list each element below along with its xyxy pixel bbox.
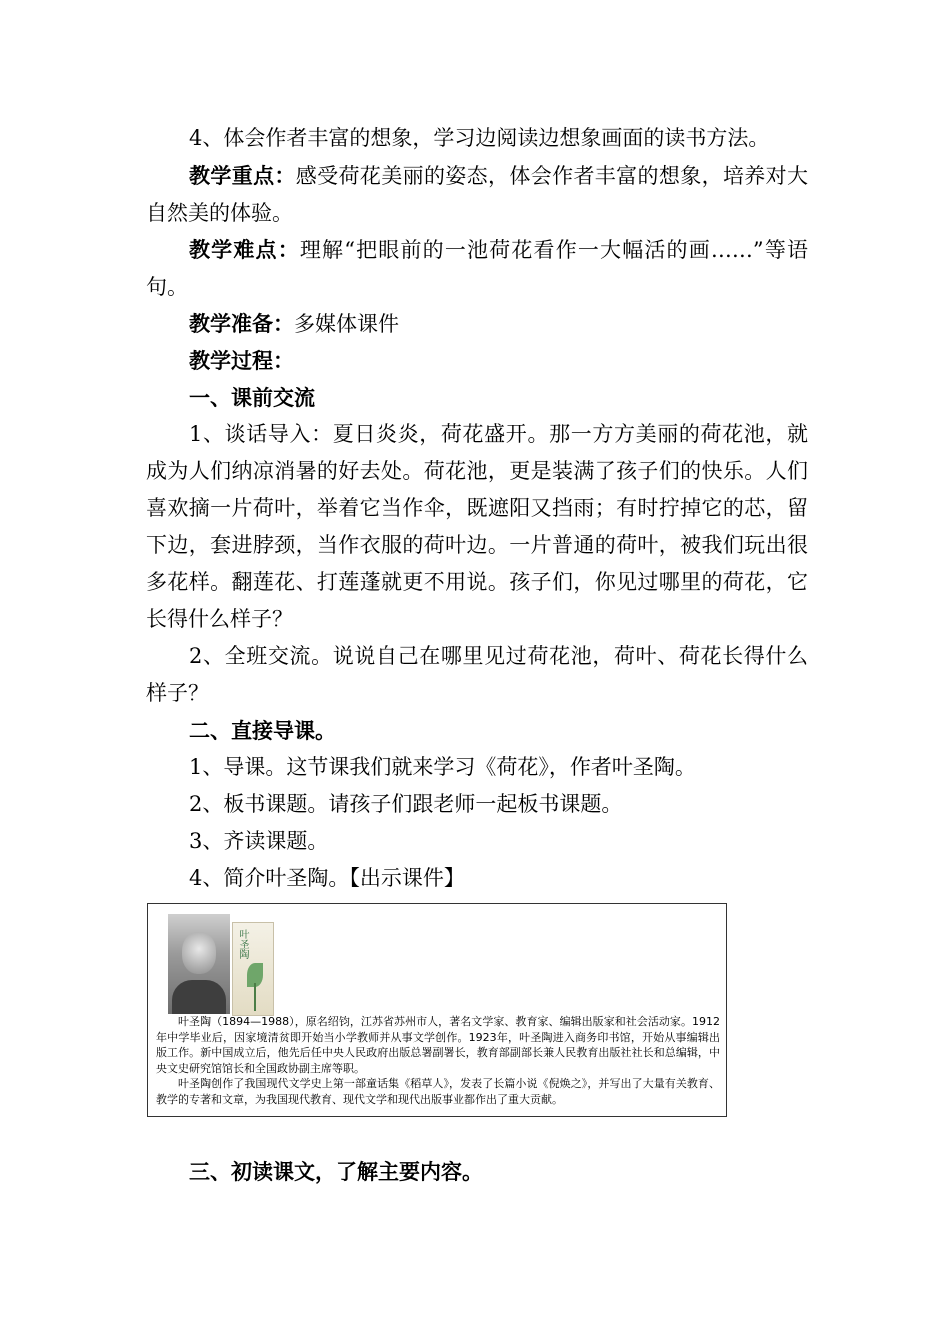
teaching-difficulty-text: 理解“把眼前的一池荷花看作一大幅活的画……”等语句。 [146,238,808,299]
section-two-label: 二、直接导课。 [189,718,336,743]
class-exchange-paragraph [146,638,808,712]
teaching-preparation-text: 多媒体课件 [294,312,399,336]
objective-4 [146,120,808,157]
teaching-difficulty-label: 教学难点： [189,237,300,262]
author-portrait-image [168,914,230,1014]
author-intro-slide [147,903,727,1117]
teaching-focus [146,157,808,232]
step-3 [146,823,808,860]
teaching-preparation [146,305,808,343]
step-3-text: 3、齐读课题。 [189,829,329,853]
step-1 [146,749,808,786]
teaching-focus-label: 教学重点： [189,163,296,188]
intro-talk-text: 1、谈话导入：夏日炎炎，荷花盛开。那一方方美丽的荷花池，就成为人们纳凉消暑的好去处。荷花池，更是装满了孩子们的快乐。人们喜欢摘一片荷叶，举着它当作伞，既遮阳又挡雨；有时拧掉它的芯，留下边，套进脖颈，当作衣服的荷叶边。一片普通的荷叶，被我们玩出很多花样。翻莲花、打莲蓬就更不用说。孩子们，你见过哪里的荷花，它长得什么样子？ [146,422,808,631]
book-cover-title: 叶圣陶 [237,929,248,959]
teaching-focus-text: 感受荷花美丽的姿态，体会作者丰富的想象，培养对大自然美的体验。 [146,164,809,225]
teaching-preparation-label: 教学准备： [189,311,294,336]
section-one-heading [146,379,808,416]
book-cover-image [232,922,274,1016]
author-bio-paragraph-2: 叶圣陶创作了我国现代文学史上第一部童话集《稻草人》，发表了长篇小说《倪焕之》，并写出了大量有关教育、教学的专著和文章，为我国现代教育、现代文学和现代出版事业都作出了重大贡献。 [156,1077,720,1106]
section-two-heading [146,712,808,749]
intro-talk-paragraph [146,416,808,638]
section-one-label: 一、课前交流 [189,385,315,410]
step-4-text: 4、简介叶圣陶。【出示课件】 [189,866,465,890]
step-2-text: 2、板书课题。请孩子们跟老师一起板书课题。 [189,792,623,816]
author-biography [156,1014,720,1107]
step-4 [146,860,808,897]
section-three-label: 三、初读课文，了解主要内容。 [189,1159,483,1184]
teaching-process-heading [146,342,808,379]
section-three-heading [146,1153,808,1190]
class-exchange-text: 2、全班交流。说说自己在哪里见过荷花池，荷叶、荷花长得什么样子？ [146,644,808,705]
step-2 [146,786,808,823]
author-bio-paragraph-1: 叶圣陶（1894—1988），原名绍钧，江苏省苏州市人，著名文学家、教育家、编辑出版家和社会活动家。1912年中学毕业后，因家境清贫即开始当小学教师并从事文学创作。1923年，叶圣陶进入商务印书馆，开始从事编辑出版工作。新中国成立后，他先后任中央人民政府出版总署副署长，教育部副部长兼人民教育出版社社长和总编辑，中央文史研究馆馆长和全国政协副主席等职。 [156,1015,720,1075]
objective-4-text: 4、体会作者丰富的想象，学习边阅读边想象画面的读书方法。 [189,126,770,150]
teaching-difficulty [146,231,808,306]
teaching-process-label: 教学过程： [189,348,294,373]
step-1-text: 1、导课。这节课我们就来学习《荷花》，作者叶圣陶。 [189,755,696,779]
